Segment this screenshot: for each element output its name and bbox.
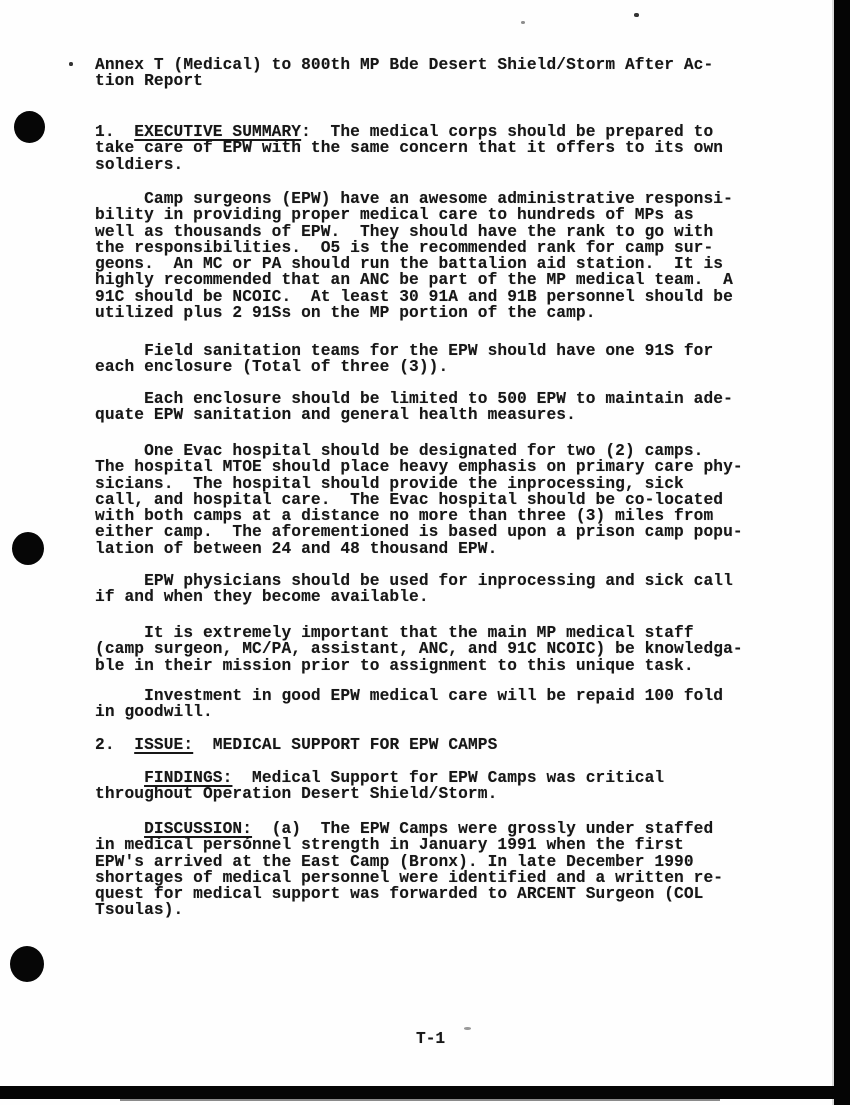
- text-line: [95, 224, 733, 240]
- text-line: [95, 821, 723, 837]
- text-line: [95, 391, 733, 407]
- text-run: in goodwill.: [95, 703, 213, 722]
- text-run: MEDICAL SUPPORT FOR EPW CAMPS: [193, 736, 498, 754]
- binding-edge-bottom-fringe: [120, 1099, 720, 1101]
- text-line: [95, 770, 664, 786]
- para-mp-medical-staff: [95, 625, 743, 674]
- scan-speck: [464, 1027, 471, 1030]
- text-run: (a) The EPW Camps were grossly under staffed: [252, 820, 714, 838]
- text-run: EPW's arrived at the East Camp (Bronx). In late December 1990: [95, 852, 694, 871]
- text-run: bility in providing proper medical care to hundreds of MPs as: [95, 206, 694, 225]
- text-run: Each enclosure should be limited to 500 EPW to maintain ade-: [95, 390, 733, 408]
- underlined-heading: DISCUSSION:: [144, 820, 253, 838]
- text-run: take care of EPW with the same concern that it offers to its own: [95, 139, 724, 158]
- para-camp-surgeons: [95, 191, 733, 321]
- punch-hole-middle: [12, 532, 44, 565]
- text-run: call, and hospital care. The Evac hospital should be co-located: [95, 490, 724, 509]
- text-run: in medical persónnel strength in January 1991 when the first: [95, 836, 684, 855]
- text-run: Camp surgeons (EPW) have an awesome administrative responsi-: [95, 190, 733, 208]
- text-line: [95, 140, 723, 156]
- text-run: 2.: [95, 736, 135, 754]
- text-line: [95, 256, 733, 272]
- underlined-heading: FINDINGS:: [144, 769, 233, 787]
- text-line: [95, 407, 733, 423]
- text-run: sicians. The hospital should provide the inprocessing, sick: [95, 474, 684, 493]
- text-run: quate EPW sanitation and general health measures.: [95, 406, 576, 425]
- text-run: Investment in good EPW medical care will be repaid 100 fold: [95, 687, 724, 705]
- heading-issue: [95, 737, 497, 753]
- text-run: soldiers.: [95, 155, 184, 174]
- punch-hole-top: [14, 111, 45, 143]
- para-enclosure-limit: [95, 391, 733, 424]
- text-run: One Evac hospital should be designated for two (2) camps.: [95, 442, 704, 460]
- text-run: each enclosure (Total of three (3)).: [95, 358, 449, 377]
- page-number: T-1: [416, 1030, 446, 1048]
- text-line: [95, 573, 733, 589]
- text-line: [95, 73, 713, 89]
- underlined-heading: ISSUE:: [134, 736, 194, 754]
- text-line: [95, 443, 743, 459]
- text-line: [95, 57, 713, 73]
- scan-speck: [69, 62, 73, 66]
- text-run: geons. An MC or PA should run the battalion aid station. It is: [95, 255, 724, 274]
- text-run: lation of between 24 and 48 thousand EPW.: [95, 539, 498, 558]
- text-run: well as thousands of EPW. They should have the rank to go with: [95, 222, 714, 241]
- text-line: [95, 524, 743, 540]
- text-line: [95, 289, 733, 305]
- text-run: either camp. The aforementioned is based upon a prison camp popu-: [95, 523, 743, 542]
- text-line: [95, 476, 743, 492]
- text-line: [95, 737, 497, 753]
- para-field-sanitation: [95, 343, 713, 376]
- text-run: throughout Operation Desert Shield/Storm.: [95, 785, 498, 804]
- text-line: [95, 854, 723, 870]
- text-run: the responsibilities. O5 is the recommended rank for camp sur-: [95, 238, 714, 257]
- text-line: [95, 625, 743, 641]
- text-line: [95, 589, 733, 605]
- text-run: [95, 820, 144, 838]
- para-investment: [95, 688, 723, 721]
- text-line: [95, 207, 733, 223]
- text-run: Medical Support for EPW Camps was critical: [232, 769, 665, 787]
- text-run: if and when they become available.: [95, 588, 429, 607]
- text-run: It is extremely important that the main MP medical staff: [95, 624, 694, 642]
- text-run: : The medical corps should be prepared to: [301, 123, 714, 141]
- text-run: The hospital MTOE should place heavy emphasis on primary care phy-: [95, 458, 743, 477]
- text-line: [95, 837, 723, 853]
- text-run: Tsoulas).: [95, 901, 184, 920]
- text-line: [95, 191, 733, 207]
- text-line: [95, 641, 743, 657]
- text-line: [95, 343, 713, 359]
- text-line: [95, 902, 723, 918]
- para-epw-physicians: [95, 573, 733, 606]
- text-line: [95, 541, 743, 557]
- punch-hole-bottom: [10, 946, 44, 982]
- text-line: [95, 688, 723, 704]
- text-run: EPW physicians should be used for inprocessing and sick call: [95, 572, 733, 590]
- text-line: [95, 786, 664, 802]
- scan-speck: [521, 21, 525, 24]
- text-run: utilized plus 2 91Ss on the MP portion of the camp.: [95, 304, 596, 323]
- text-line: [95, 157, 723, 173]
- text-run: 1.: [95, 123, 135, 141]
- text-run: quest for medical support was forwarded to ARCENT Surgeon (COL: [95, 885, 704, 904]
- text-run: [95, 769, 144, 787]
- text-line: [95, 124, 723, 140]
- text-run: with both camps at a distance no more than three (3) miles from: [95, 507, 714, 526]
- text-line: [95, 658, 743, 674]
- binding-edge-bottom: [0, 1086, 850, 1099]
- text-line: [95, 305, 733, 321]
- text-line: [95, 272, 733, 288]
- para-evac-hospital: [95, 443, 743, 557]
- text-line: [95, 459, 743, 475]
- text-run: 91C should be NCOIC. At least 30 91A and 91B personnel should be: [95, 287, 733, 306]
- text-run: Field sanitation teams for the EPW should have one 91S for: [95, 342, 714, 360]
- text-line: [95, 492, 743, 508]
- text-line: [95, 240, 733, 256]
- text-line: [95, 508, 743, 524]
- para-findings: [95, 770, 664, 803]
- underlined-heading: EXECUTIVE SUMMARY: [134, 123, 302, 141]
- text-line: [95, 359, 713, 375]
- text-run: shortages of medical personnel were identified and a written re-: [95, 868, 724, 887]
- text-run: tion Report: [95, 72, 203, 91]
- para-executive-summary: [95, 124, 723, 173]
- para-discussion: [95, 821, 723, 919]
- text-line: [95, 886, 723, 902]
- text-line: [95, 704, 723, 720]
- text-run: highly recommended that an ANC be part of the MP medical team. A: [95, 271, 733, 290]
- text-line: [95, 870, 723, 886]
- scan-speck: [634, 13, 639, 17]
- text-run: Annex T (Medical) to 800th MP Bde Desert Shield/Storm After Ac-: [95, 56, 714, 74]
- text-run: ble in their mission prior to assignment to this unique task.: [95, 656, 694, 675]
- text-run: (camp surgeon, MC/PA, assistant, ANC, and 91C NCOIC) be knowledga-: [95, 640, 743, 659]
- heading-annex-title: [95, 57, 713, 90]
- binding-edge-right: [834, 0, 850, 1105]
